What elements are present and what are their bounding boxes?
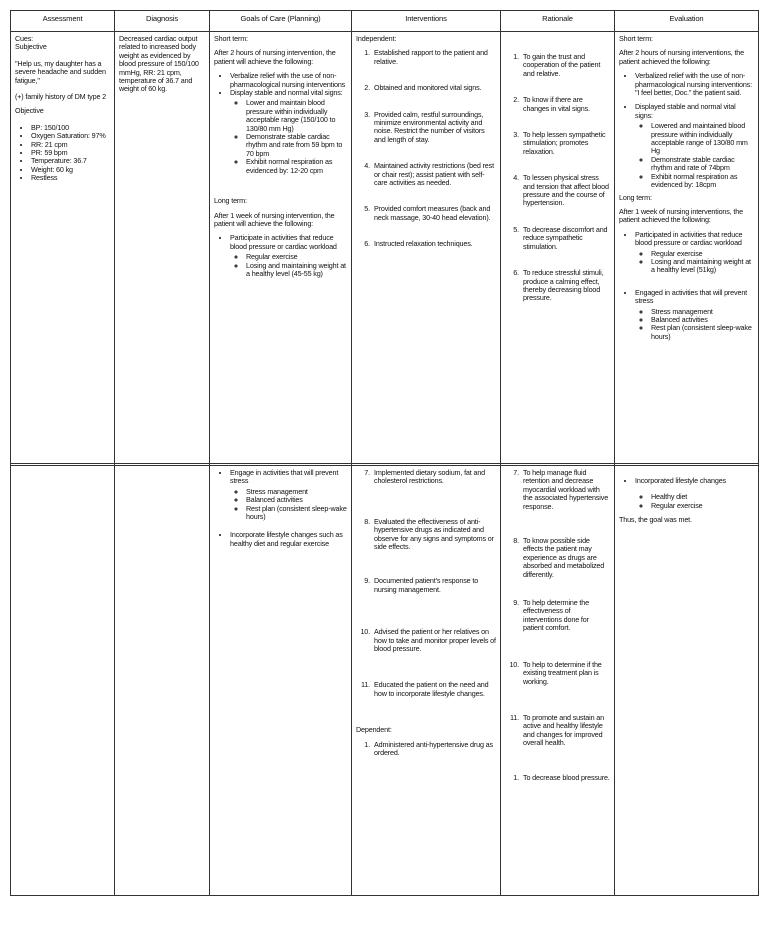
sub-list-item: ◦ Stress management (246, 488, 347, 496)
item-text: Provided comfort measures (back and neck massage, 30-40 head elevation). (374, 204, 491, 222)
item-number: 1. (513, 772, 519, 782)
item-number: 4. (513, 173, 519, 183)
sub-list (635, 122, 754, 189)
item-text: Instructed relaxation techniques. (374, 239, 473, 249)
list-item-text: Displayed stable and normal vital signs: (635, 102, 736, 120)
list-item (356, 84, 496, 92)
eval-long-intro: After 1 week of nursing interventions, the patient achieved the following: (619, 206, 743, 225)
item-number: 6. (364, 239, 370, 249)
item-number: 9. (364, 576, 370, 586)
interventions-cell-continued (352, 464, 501, 896)
interventions-list (356, 49, 496, 248)
goals-long-list (214, 234, 347, 278)
list-item (505, 774, 610, 782)
goals-cell-continued (210, 464, 352, 896)
sub-list-item: ◦ Balanced activities (246, 496, 347, 504)
rationale-list (505, 53, 610, 303)
item-number: 1. (364, 48, 370, 58)
goals-short-list (214, 72, 347, 175)
list-item (230, 469, 347, 521)
eval-short-intro: After 2 hours of nursing interventions, the patient achieved the following: (619, 48, 744, 66)
list-item-text: Verbalized relief with the use of non-pharmacological nursing interventions: "I feel better, Doc." the patient said. (635, 71, 752, 98)
evaluation-cell (615, 32, 759, 466)
eval-conclusion: Thus, the goal was met. (619, 515, 692, 525)
sub-list-item: ◦ Regular exercise (651, 250, 754, 258)
item-number: 4. (364, 161, 370, 171)
list-item (230, 531, 347, 548)
list-item (505, 599, 610, 633)
sub-list (230, 253, 347, 278)
sub-list (230, 99, 347, 175)
list-item (505, 269, 610, 303)
header-diagnosis: Diagnosis (115, 11, 210, 32)
dependent-label: Dependent: (356, 725, 392, 735)
item-number: 7. (513, 468, 519, 477)
list-item (505, 537, 610, 579)
eval-continued-list (619, 477, 754, 510)
item-number: 1. (513, 52, 519, 61)
list-item (505, 469, 610, 511)
list-item-text: Participate in activities that reduce blood pressure or cardiac workload (230, 233, 337, 251)
list-item (230, 72, 347, 89)
objective-list (15, 124, 110, 183)
item-number: 8. (513, 536, 519, 546)
list-item (505, 96, 610, 113)
sub-list (635, 493, 754, 510)
list-item (356, 577, 496, 594)
item-text: To help determine the effectiveness of interventions done for patient comfort. (523, 598, 589, 633)
list-item (356, 518, 496, 552)
sub-list-item: ◦ Losing and maintaining weight at a healthy level (45-55 kg) (246, 262, 347, 279)
list-item-text: Display stable and normal vital signs: (230, 88, 343, 98)
cues-label: Cues: (15, 34, 34, 43)
sub-list (635, 250, 754, 275)
item-number: 11. (360, 680, 370, 690)
list-item (505, 53, 610, 78)
list-item-text: Engaged in activities that will prevent stress (635, 287, 748, 306)
goals-short-label: Short term: (214, 34, 248, 43)
list-item (230, 89, 347, 175)
rationale-cell (501, 32, 615, 466)
item-number: 10. (360, 627, 370, 637)
sub-list-item: ◦ Rest plan (consistent sleep-wake hours) (651, 324, 754, 341)
rationale-list-continued (505, 469, 610, 748)
list-item (635, 103, 754, 189)
header-evaluation: Evaluation (615, 11, 759, 32)
header-goals: Goals of Care (Planning) (210, 11, 352, 32)
sub-list-item: ◦ Regular exercise (246, 253, 347, 261)
sub-list-item: ◦ Demonstrate stable cardiac rhythm and rate from 59 bpm to 70 bpm (246, 133, 347, 158)
sub-list-item: ◦ Losing and maintaining weight at a healthy level (51kg) (651, 258, 754, 275)
sub-list-item: ◦ Healthy diet (651, 493, 754, 501)
list-item (356, 240, 496, 248)
header-interventions: Interventions (352, 11, 501, 32)
sub-list-item: ◦ Stress management (651, 308, 754, 316)
list-item (505, 174, 610, 208)
goals-short-intro: After 2 hours of nursing intervention, the patient will achieve the following: (214, 48, 336, 66)
item-text: Established rapport to the patient and relative. (374, 48, 488, 66)
list-item: • Weight: 60 kg (31, 166, 110, 174)
goals-continued-list (214, 469, 347, 548)
list-item (505, 226, 610, 251)
list-item: • RR: 21 cpm (31, 141, 110, 149)
care-plan-table-page-2 (10, 463, 759, 896)
list-item (505, 131, 610, 156)
item-number: 11. (509, 712, 519, 722)
list-item: • PR: 59 bpm (31, 149, 110, 157)
item-number: 6. (513, 268, 519, 278)
header-assessment: Assessment (11, 11, 115, 32)
item-text: Documented patient's response to nursing management. (374, 576, 479, 594)
item-text: To promote and sustain an active and healthy lifestyle and changes for improved overall health. (523, 712, 604, 748)
item-text: To know if there are changes in vital signs. (523, 95, 590, 113)
care-plan-table-page-1 (10, 10, 759, 466)
item-number: 3. (364, 109, 370, 119)
goals-long-label: Long term: (214, 196, 247, 206)
item-text: Evaluated the effectiveness of anti-hypertensive drugs as indicated and observe for any signs and symptoms or side effects. (374, 516, 494, 552)
table-header-row (11, 11, 759, 32)
item-text: To help lessen sympathetic stimulation; promotes relaxation. (523, 130, 606, 156)
family-history: (+) family history of DM type 2 (15, 92, 107, 102)
sub-list-item: ◦ Rest plan (consistent sleep-wake hours) (246, 505, 347, 522)
list-item (635, 231, 754, 275)
item-text: To help manage fluid retention and decrease myocardial workload with the associated hypertensive response. (523, 468, 609, 511)
list-item (505, 714, 610, 748)
list-item (356, 469, 496, 486)
subjective-quote: "Help us, my daughter has a severe headache and sudden fatigue," (15, 58, 106, 85)
item-text: To decrease blood pressure. (523, 772, 610, 782)
list-item (356, 681, 496, 698)
list-item (356, 741, 496, 758)
sub-list (230, 488, 347, 522)
list-item (635, 72, 754, 97)
list-item (635, 289, 754, 341)
list-item-text: Engage in activities that will prevent stress (230, 468, 339, 486)
sub-list-item: ◦ Exhibit normal respiration as evidenced by: 12-20 cpm (246, 158, 347, 175)
item-text: Educated the patient on the need and how to incorporate lifestyle changes. (374, 680, 489, 698)
diagnosis-cell (115, 32, 210, 466)
assessment-cell (11, 32, 115, 466)
header-rationale: Rationale (501, 11, 615, 32)
table-body-row (11, 464, 759, 896)
interventions-list-continued (356, 469, 496, 698)
list-item (356, 205, 496, 222)
objective-label: Objective (15, 106, 44, 116)
list-item-text: Incorporated lifestyle changes (635, 476, 726, 485)
item-number: 3. (513, 130, 519, 140)
list-item: • BP: 150/100 (31, 124, 110, 132)
dependent-list (356, 741, 496, 758)
list-item-text: Incorporate lifestyle changes such as healthy diet and regular exercise (230, 530, 343, 548)
independent-label: Independent: (356, 34, 397, 43)
list-item-text: Verbalize relief with the use of non-pharmacological nursing interventions (230, 71, 346, 89)
goals-cell (210, 32, 352, 466)
item-number: 7. (364, 468, 370, 477)
list-item: • Temperature: 36.7 (31, 157, 110, 165)
goals-long-intro: After 1 week of nursing intervention, the patient will achieve the following: (214, 210, 335, 228)
list-item (505, 661, 610, 686)
assessment-cell-continued (11, 464, 115, 896)
list-item (356, 49, 496, 66)
item-text: Provided calm, restful surroundings, minimize environmental activity and noise. Restrict the number of visitors and length of stay. (374, 109, 485, 144)
list-item (230, 234, 347, 278)
item-text: Advised the patient or her relatives on how to take and monitor proper levels of blood pressure. (374, 627, 496, 654)
list-item: • Restless (31, 174, 110, 182)
list-item (635, 477, 754, 510)
item-number: 5. (364, 204, 370, 214)
item-text: To reduce stressful stimuli, produce a calming effect, thereby decreasing blood pressure. (523, 268, 604, 303)
rationale-cell-continued (501, 464, 615, 896)
item-number: 1. (364, 739, 370, 749)
sub-list (635, 308, 754, 342)
item-number: 2. (513, 95, 519, 105)
eval-short-list (619, 72, 754, 189)
item-text: To lessen physical stress and tension that affect blood pressure and the course of hypertension. (523, 173, 609, 208)
list-item: • Oxygen Saturation: 97% (31, 132, 110, 140)
list-item (356, 162, 496, 187)
sub-list-item: ◦ Lower and maintain blood pressure within individually acceptable range (150/100 to 130/80 mm Hg) (246, 99, 347, 133)
item-number: 2. (364, 83, 370, 93)
list-item (356, 111, 496, 145)
subjective-label: Subjective (15, 42, 47, 52)
eval-short-label: Short term: (619, 34, 653, 43)
list-item (356, 628, 496, 653)
sub-list-item: ◦ Exhibit normal respiration as evidenced by: 18cpm (651, 173, 754, 190)
eval-long-label: Long term: (619, 192, 652, 202)
item-text: To gain the trust and cooperation of the patient and relative. (523, 52, 601, 78)
item-text: To help to determine if the existing treatment plan is working. (523, 659, 602, 686)
item-text: Implemented dietary sodium, fat and cholesterol restrictions. (374, 468, 486, 486)
item-number: 5. (513, 224, 519, 234)
interventions-cell (352, 32, 501, 466)
diagnosis-cell-continued (115, 464, 210, 896)
item-text: Administered anti-hypertensive drug as ordered. (374, 739, 493, 758)
evaluation-cell-continued (615, 464, 759, 896)
item-text: Obtained and monitored vital signs. (374, 83, 482, 93)
diagnosis-text: Decreased cardiac output related to increased body weight as evidenced by blood pressure of 150/100 mmHg, RR: 21 cpm, temperature of 36.7 and weight of 60 kg. (119, 34, 199, 94)
eval-long-list (619, 231, 754, 341)
list-item-text: Participated in activities that reduce blood pressure or cardiac workload (635, 229, 743, 248)
item-text: To know possible side effects the patient may experience as drugs are absorbed and metabolized differently. (523, 536, 605, 579)
sub-list-item: ◦ Regular exercise (651, 502, 754, 510)
rationale-dependent-list (505, 774, 610, 782)
table-body-row (11, 32, 759, 466)
sub-list-item: ◦ Demonstrate stable cardiac rhythm and rate of 74bpm (651, 156, 754, 173)
item-text: To decrease discomfort and reduce sympathetic stimulation. (523, 224, 608, 251)
item-number: 9. (513, 598, 519, 608)
item-number: 8. (364, 516, 370, 526)
sub-list-item: ◦ Lowered and maintained blood pressure within individually acceptable range of 130/80 mm Hg (651, 122, 754, 156)
item-number: 10. (509, 659, 519, 669)
sub-list-item: ◦ Balanced activities (651, 316, 754, 324)
item-text: Maintained activity restrictions (bed rest or chair rest); assist patient with self-care activities as needed. (374, 161, 494, 188)
